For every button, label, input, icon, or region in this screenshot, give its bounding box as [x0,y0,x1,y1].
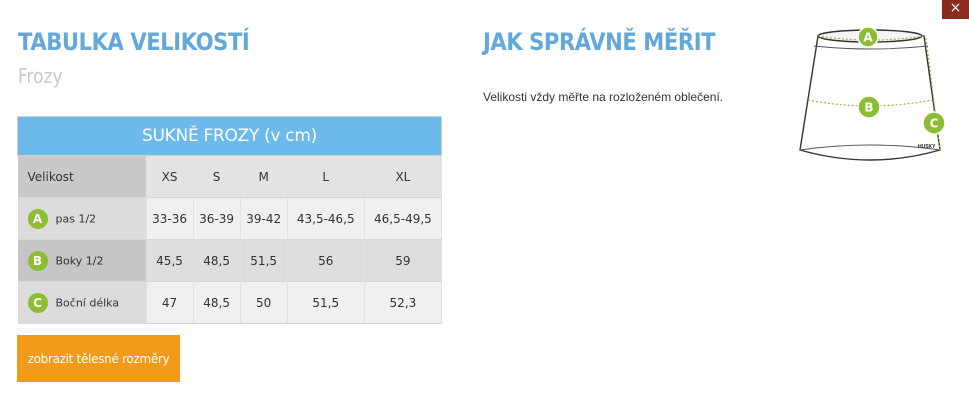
close-button[interactable]: × [942,0,969,19]
svg-text:B: B [864,100,874,115]
header-label: Velikost [18,156,147,198]
row-label [18,198,147,240]
size-header-xl: XL [364,156,441,198]
table-cell: 48,5 [193,240,240,282]
how-to-measure-text: Velikosti vždy měřte na rozloženém oblečení. [483,90,724,104]
table-cell: 39-42 [240,198,287,240]
table-cell: 47 [146,282,193,324]
table-cell: 51,5 [240,240,287,282]
size-header-s: S [193,156,240,198]
table-row [18,198,442,240]
table-title: SUKNĚ FROZY (v cm) [18,117,442,156]
table-row [18,282,442,324]
table-header-row [18,156,442,198]
size-header-xs: XS [146,156,193,198]
measure-badge-a: A [28,209,48,229]
table-cell: 50 [240,282,287,324]
table-cell: 52,3 [364,282,441,324]
row-label-text: Boční délka [55,296,120,309]
size-header-l: L [287,156,364,198]
product-name: Frozy [18,64,63,88]
row-label [18,282,147,324]
how-to-measure-title: JAK SPRÁVNĚ MĚŘIT [483,28,716,56]
brand-logo: HUSKY [918,144,936,150]
row-label [18,240,147,282]
size-table [17,116,442,324]
table-cell: 43,5-46,5 [287,198,364,240]
table-cell: 45,5 [146,240,193,282]
table-cell: 59 [364,240,441,282]
measure-badge-c: C [28,293,48,313]
marker-a [858,27,878,47]
size-chart-title: TABULKA VELIKOSTÍ [18,28,250,56]
size-header-m: M [240,156,287,198]
table-cell: 51,5 [287,282,364,324]
table-cell: 48,5 [193,282,240,324]
skirt-illustration [790,20,950,170]
table-cell: 33-36 [146,198,193,240]
marker-b [858,96,880,118]
table-cell: 46,5-49,5 [364,198,441,240]
row-label-text: pas 1/2 [55,212,97,225]
measure-badge-b: B [28,251,48,271]
row-label-text: Boky 1/2 [55,254,104,267]
svg-text:C: C [929,116,939,131]
svg-text:A: A [863,30,873,45]
body-sizes-button[interactable]: zobrazit tělesné rozměry [17,335,180,382]
table-cell: 56 [287,240,364,282]
table-row [18,240,442,282]
marker-c [923,112,945,134]
table-cell: 36-39 [193,198,240,240]
